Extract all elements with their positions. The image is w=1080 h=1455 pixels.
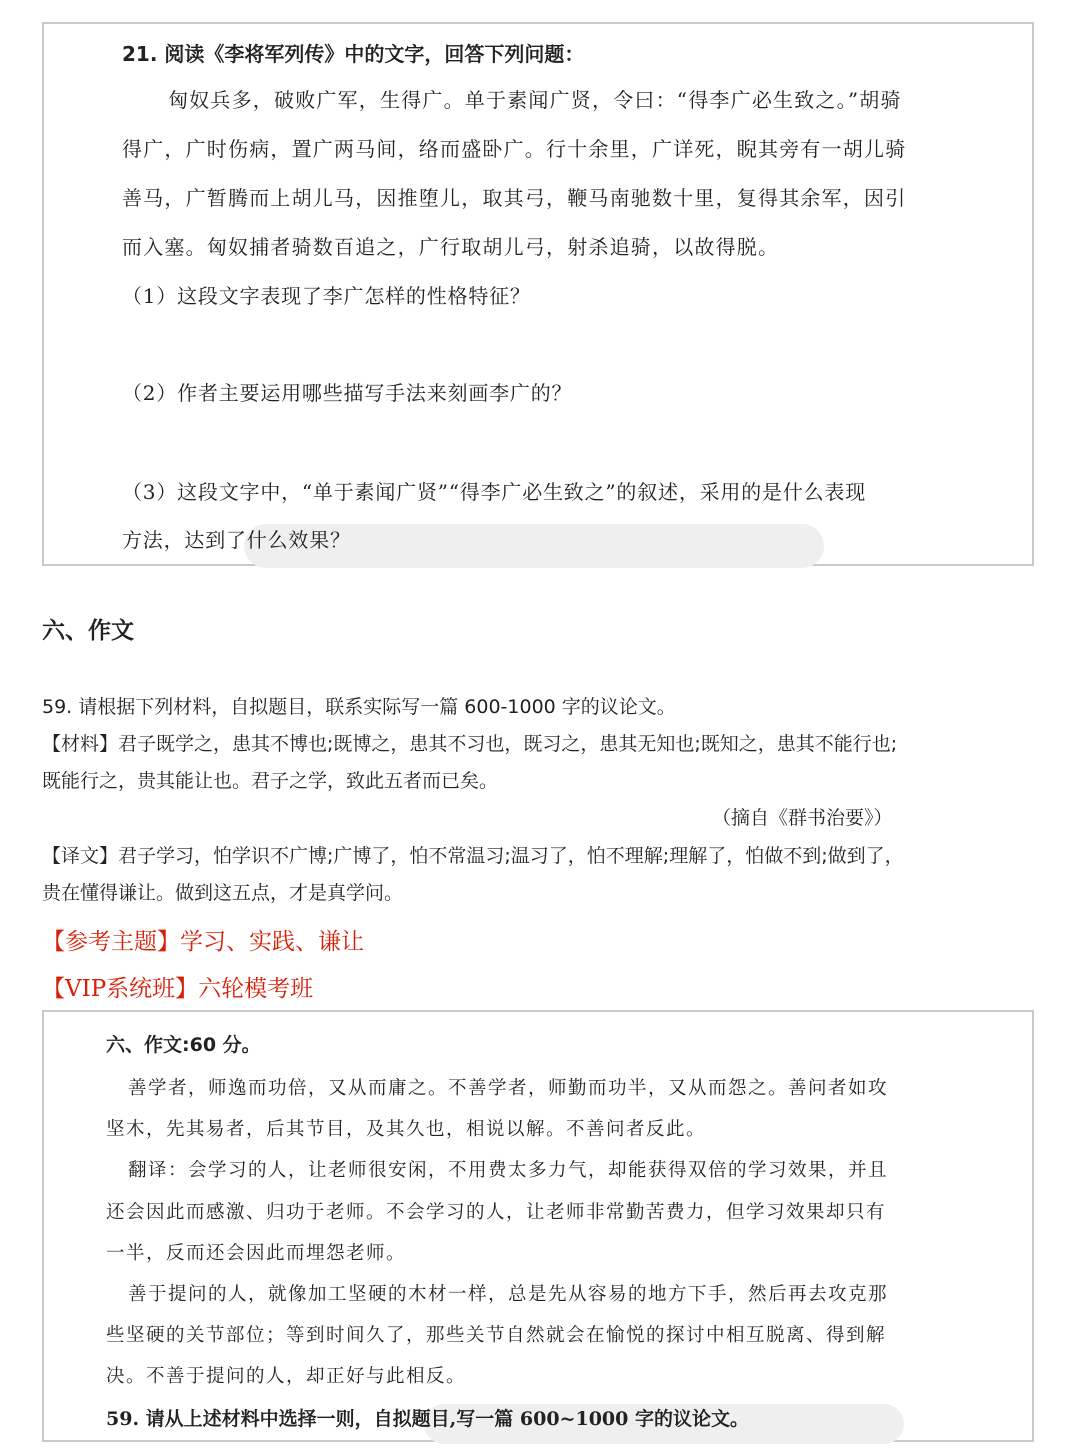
question-3-line1: （3）这段文字中，“单于素闻广贤”“得李广必生致之”的叙述，采用的是什么表现: [122, 480, 867, 504]
excerpt-line: 善于提问的人，就像加工坚硬的木材一样，总是先从容易的地方下手，然后再去攻克那: [128, 1284, 889, 1305]
essay-prompt: 59. 请根据下列材料，自拟题目，联系实际写一篇 600-1000 字的议论文。: [42, 696, 676, 718]
excerpt-line: 决。不善于提问的人，却正好与此相反。: [106, 1366, 467, 1387]
material-source: （摘自《群书治要》）: [712, 807, 893, 829]
passage-line: 匈奴兵多，破败广军，生得广。单于素闻广贤，令曰：“得李广必生致之。”胡骑: [168, 88, 902, 112]
passage-line: 而入塞。匈奴捕者骑数百追之，广行取胡儿弓，射杀追骑，以故得脱。: [122, 235, 780, 259]
excerpt-line: 还会因此而感激、归功于老师。不会学习的人，让老师非常勤苦费力，但学习效果却只有: [106, 1202, 887, 1223]
excerpt-title: 六、作文:60 分。: [106, 1034, 261, 1056]
excerpt-line: 翻译：会学习的人，让老师很安闲，不用费太多力气，却能获得双倍的学习效果，并且: [128, 1160, 889, 1181]
essay-excerpt-box: [42, 1010, 1034, 1442]
vip-class-label: 【VIP系统班】六轮模考班: [42, 976, 314, 1002]
reference-theme: 【参考主题】学习、实践、谦让: [42, 929, 364, 955]
translation-line: 贵在懂得谦让。做到这五点，才是真学问。: [42, 882, 404, 904]
excerpt-line: 一半，反而还会因此而埋怨老师。: [106, 1243, 407, 1264]
passage-line: 善马，广暂腾而上胡儿马，因推堕儿，取其弓，鞭马南驰数十里，复得其余军，因引: [122, 186, 907, 210]
excerpt-prompt: 59. 请从上述材料中选择一则，自拟题目,写一篇 600~1000 字的议论文。: [106, 1408, 749, 1430]
question-2: （2）作者主要运用哪些描写手法来刻画李广的？: [122, 381, 573, 405]
reading-question-box: [42, 22, 1034, 566]
material-line: 【材料】君子既学之，患其不博也;既博之，患其不习也，既习之，患其无知也;既知之，患其不能行也;: [42, 733, 898, 755]
question-3-line2: 方法，达到了什么效果？: [122, 528, 351, 552]
excerpt-line: 些坚硬的关节部位；等到时间久了，那些关节自然就会在愉悦的探讨中相互脱离、得到解: [106, 1325, 887, 1346]
passage-line: 得广，广时伤病，置广两马间，络而盛卧广。行十余里，广详死，睨其旁有一胡儿骑: [122, 137, 907, 161]
excerpt-line: 坚木，先其易者，后其节目，及其久也，相说以解。不善问者反此。: [106, 1119, 707, 1140]
question-title: 21. 阅读《李将军列传》中的文字，回答下列问题：: [122, 42, 585, 66]
section-heading: 六、作文: [42, 618, 134, 644]
material-line: 既能行之，贵其能让也。君子之学，致此五者而已矣。: [42, 770, 499, 792]
translation-line: 【译文】君子学习，怕学识不广博;广博了，怕不常温习;温习了，怕不理解;理解了，怕做不到;做到了，: [42, 845, 904, 867]
excerpt-line: 善学者，师逸而功倍，又从而庸之。不善学者，师勤而功半，又从而怨之。善问者如攻: [128, 1078, 889, 1099]
question-1: （1）这段文字表现了李广怎样的性格特征？: [122, 284, 531, 308]
